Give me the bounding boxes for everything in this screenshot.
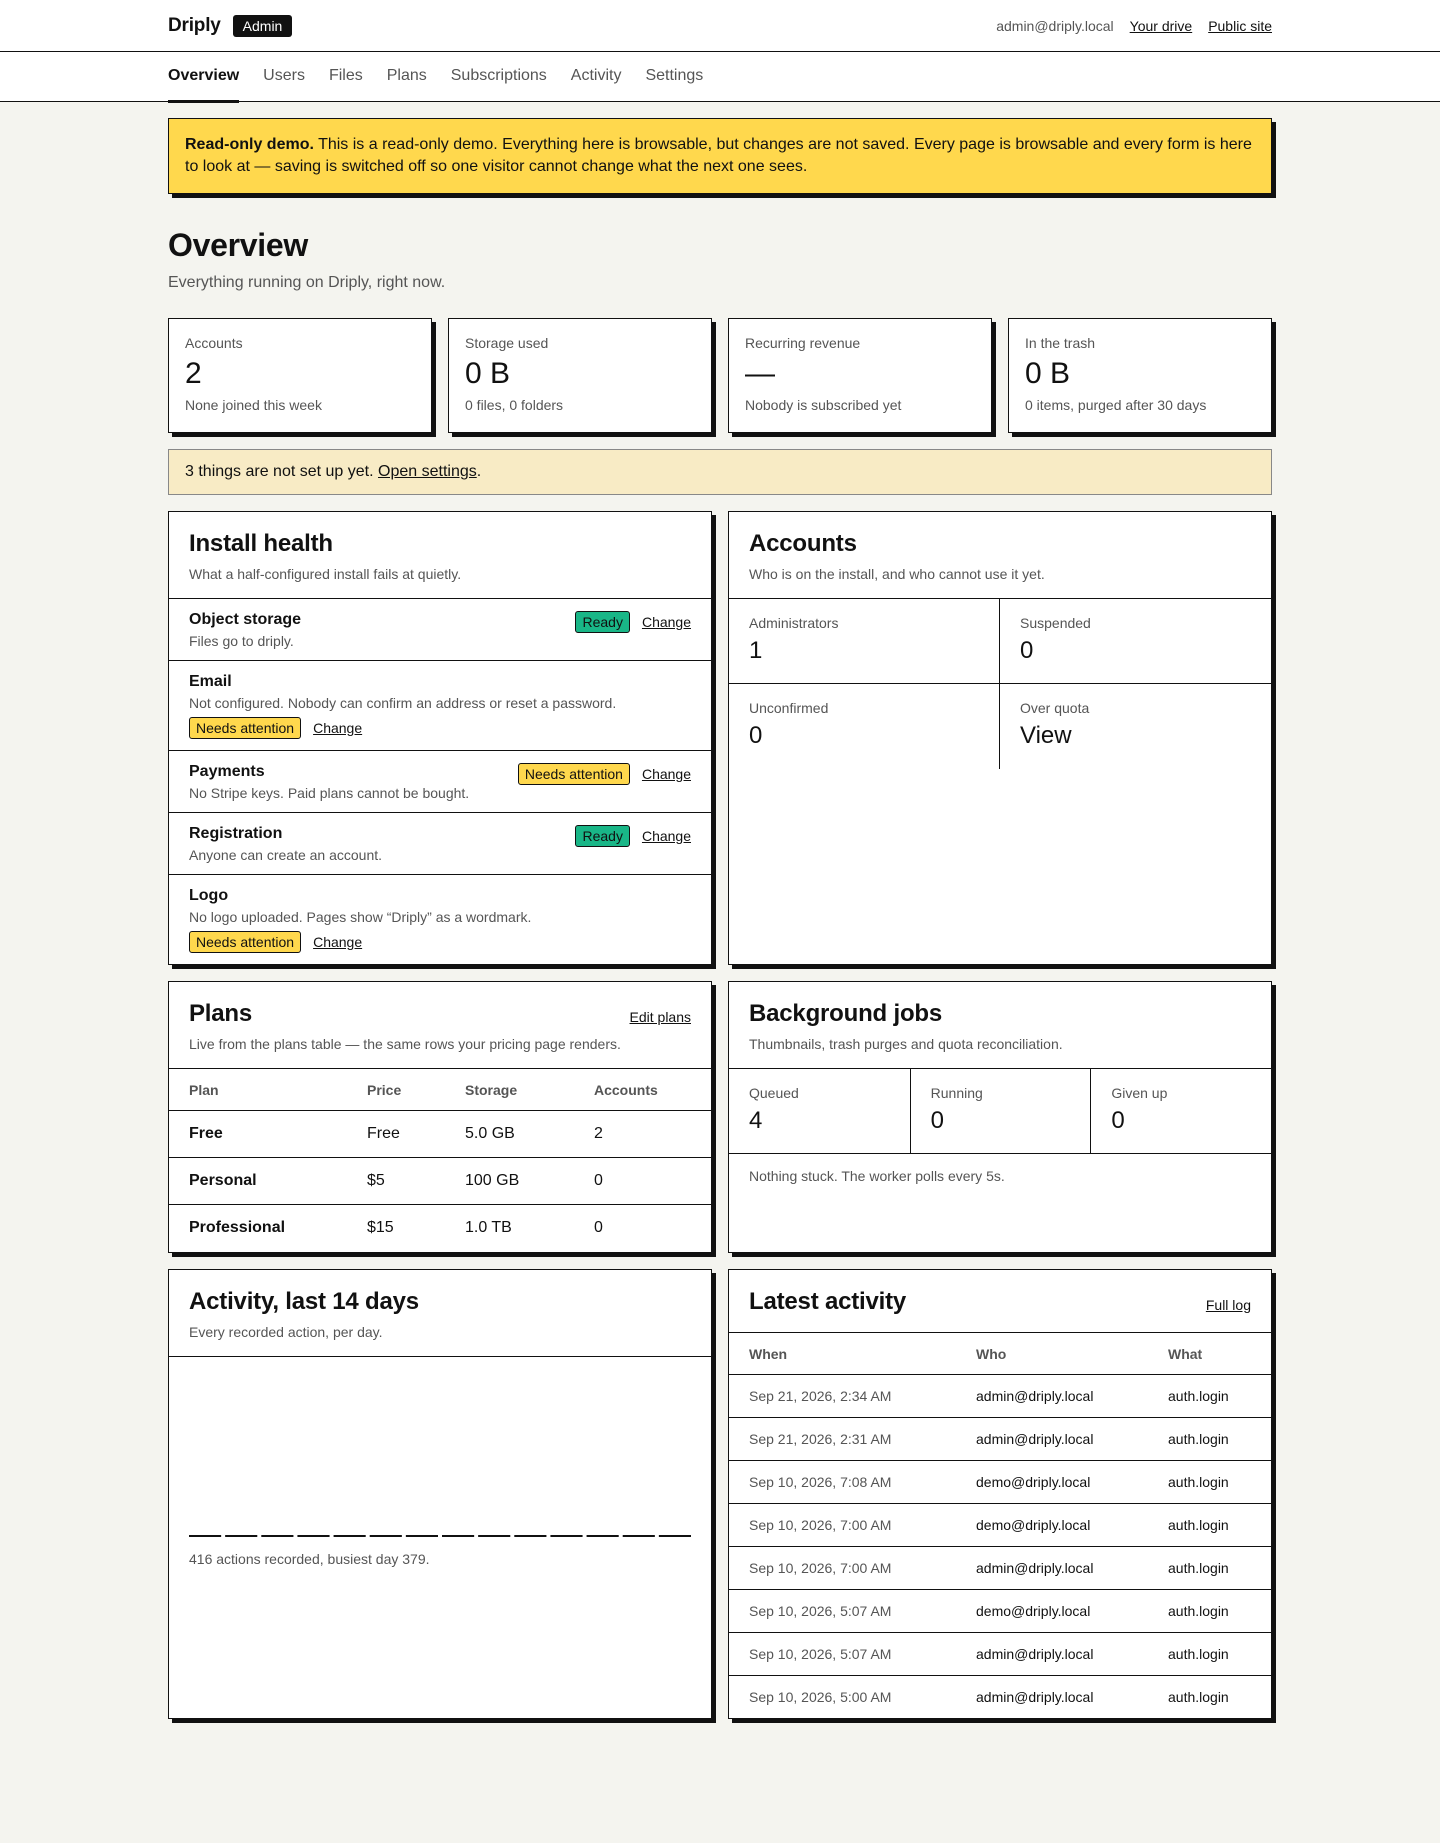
activity-bar bbox=[514, 1535, 546, 1537]
plans-panel bbox=[168, 981, 712, 1253]
activity-what: auth.login bbox=[1148, 1589, 1271, 1632]
job-stat-given-up bbox=[1090, 1069, 1271, 1153]
column-header: Storage bbox=[445, 1069, 574, 1111]
table-row[interactable] bbox=[729, 1417, 1271, 1460]
activity-what: auth.login bbox=[1148, 1632, 1271, 1675]
column-header: When bbox=[729, 1333, 956, 1375]
plan-name: Free bbox=[169, 1111, 347, 1158]
account-stat-over-quota[interactable] bbox=[1000, 684, 1271, 769]
activity-bar bbox=[442, 1535, 474, 1537]
tab-plans[interactable]: Plans bbox=[386, 66, 427, 84]
column-header: Accounts bbox=[574, 1069, 711, 1111]
activity-bar bbox=[189, 1535, 221, 1537]
column-header: What bbox=[1148, 1333, 1271, 1375]
change-link[interactable]: Change bbox=[641, 766, 691, 782]
table-row[interactable] bbox=[729, 1675, 1271, 1718]
activity-bar bbox=[659, 1535, 691, 1537]
status-badge: Ready bbox=[575, 611, 629, 633]
stat-note: Nobody is subscribed yet bbox=[745, 397, 902, 413]
current-user-email: admin@driply.local bbox=[996, 17, 1114, 34]
job-stat-label: Running bbox=[930, 1085, 983, 1101]
panel-title: Install health bbox=[189, 530, 333, 557]
stat-card-trash bbox=[1008, 318, 1272, 433]
health-desc: No logo uploaded. Pages show “Driply” as a wordmark. bbox=[189, 909, 532, 925]
panel-title: Background jobs bbox=[749, 1000, 943, 1027]
health-desc: Files go to driply. bbox=[189, 633, 294, 649]
plan-name: Professional bbox=[189, 1219, 286, 1237]
health-name: Object storage bbox=[189, 611, 302, 628]
activity-bar bbox=[261, 1535, 293, 1537]
table-row[interactable] bbox=[729, 1546, 1271, 1589]
account-stat-suspended[interactable] bbox=[1000, 599, 1271, 684]
plan-name: Personal bbox=[169, 1158, 347, 1205]
account-stat-value: 0 bbox=[1020, 637, 1034, 664]
plan-accounts: 0 bbox=[594, 1219, 603, 1237]
panel-subtitle: Thumbnails, trash purges and quota reconciliation. bbox=[749, 1036, 1063, 1052]
panel-subtitle: Every recorded action, per day. bbox=[189, 1323, 383, 1340]
plan-accounts: 2 bbox=[574, 1111, 711, 1158]
tab-subscriptions[interactable]: Subscriptions bbox=[450, 66, 547, 84]
activity-when: Sep 21, 2026, 2:31 AM bbox=[729, 1417, 956, 1460]
health-row-object-storage bbox=[169, 599, 711, 661]
activity-bar bbox=[478, 1535, 510, 1537]
plan-price: $15 bbox=[367, 1219, 394, 1237]
tab-activity[interactable]: Activity bbox=[570, 66, 622, 84]
health-row-payments bbox=[169, 751, 711, 813]
activity-bar bbox=[550, 1535, 582, 1537]
tab-files[interactable]: Files bbox=[328, 66, 363, 84]
activity-what: auth.login bbox=[1148, 1417, 1271, 1460]
account-stat-value: 1 bbox=[749, 637, 763, 664]
install-health-panel bbox=[168, 511, 712, 965]
health-name: Email bbox=[189, 673, 232, 690]
activity-bar bbox=[334, 1535, 366, 1537]
tab-users[interactable]: Users bbox=[263, 66, 305, 84]
activity-who: demo@driply.local bbox=[956, 1460, 1148, 1503]
latest-activity-panel bbox=[728, 1269, 1272, 1720]
page-title: Overview bbox=[168, 227, 308, 263]
health-desc: No Stripe keys. Paid plans cannot be bought. bbox=[189, 785, 470, 801]
column-header: Price bbox=[347, 1069, 445, 1111]
brand bbox=[168, 15, 292, 37]
stat-label: In the trash bbox=[1025, 335, 1096, 351]
chart-note: 416 actions recorded, busiest day 379. bbox=[189, 1550, 430, 1567]
setup-notice-end: . bbox=[476, 463, 482, 480]
banner-text: This is a read-only demo. Everything here is browsable, but changes are not saved. Every page is browsable and every form is here to look at — saving is switched off so one visitor cannot change what the next one sees. bbox=[185, 136, 1252, 175]
account-stat-administrators[interactable] bbox=[729, 599, 1000, 684]
table-row[interactable] bbox=[729, 1374, 1271, 1417]
read-only-banner bbox=[168, 118, 1272, 194]
page-subtitle: Everything running on Driply, right now. bbox=[168, 274, 446, 291]
stat-card-storage bbox=[448, 318, 712, 433]
health-row-logo bbox=[169, 875, 711, 964]
change-link[interactable]: Change bbox=[641, 614, 691, 630]
panel-subtitle: Live from the plans table — the same rows your pricing page renders. bbox=[189, 1036, 621, 1052]
stat-value: 0 B bbox=[465, 357, 511, 390]
activity-who: admin@driply.local bbox=[956, 1632, 1148, 1675]
panel-title: Accounts bbox=[749, 530, 857, 557]
health-desc: Not configured. Nobody can confirm an address or reset a password. bbox=[189, 695, 617, 711]
activity-who: demo@driply.local bbox=[956, 1503, 1148, 1546]
stat-label: Recurring revenue bbox=[745, 335, 861, 351]
activity-bar-chart bbox=[189, 1377, 691, 1539]
table-row[interactable] bbox=[169, 1205, 711, 1252]
activity-who: admin@driply.local bbox=[956, 1546, 1148, 1589]
status-badge: Ready bbox=[575, 825, 629, 847]
stat-label: Accounts bbox=[185, 335, 243, 351]
stat-card-accounts bbox=[168, 318, 432, 433]
table-row[interactable] bbox=[169, 1158, 711, 1205]
job-stat-label: Given up bbox=[1111, 1085, 1168, 1101]
column-header: Plan bbox=[169, 1069, 347, 1111]
account-stat-unconfirmed[interactable] bbox=[729, 684, 1000, 769]
status-badge: Needs attention bbox=[189, 717, 301, 739]
table-row[interactable] bbox=[729, 1632, 1271, 1675]
table-row[interactable] bbox=[729, 1503, 1271, 1546]
activity-what: auth.login bbox=[1148, 1546, 1271, 1589]
plan-price: $5 bbox=[347, 1158, 445, 1205]
activity-what: auth.login bbox=[1168, 1688, 1229, 1705]
table-row[interactable] bbox=[729, 1460, 1271, 1503]
health-name: Payments bbox=[189, 763, 265, 780]
panel-title: Latest activity bbox=[749, 1287, 907, 1315]
stat-label: Storage used bbox=[465, 335, 549, 351]
activity-when: Sep 10, 2026, 7:00 AM bbox=[729, 1503, 956, 1546]
stat-note: None joined this week bbox=[185, 397, 322, 413]
tab-overview[interactable]: Overview bbox=[168, 52, 239, 103]
activity-when: Sep 10, 2026, 7:00 AM bbox=[729, 1546, 956, 1589]
stat-cards bbox=[168, 318, 1272, 433]
job-stat-queued bbox=[729, 1069, 910, 1153]
activity-when: Sep 10, 2026, 5:07 AM bbox=[729, 1632, 956, 1675]
account-stat-label: Administrators bbox=[749, 615, 839, 631]
activity-when: Sep 10, 2026, 5:07 AM bbox=[729, 1589, 956, 1632]
public-site-link[interactable]: Public site bbox=[1208, 17, 1272, 34]
account-stat-value: 0 bbox=[749, 722, 763, 749]
brand-name[interactable]: Driply bbox=[168, 14, 221, 36]
activity-who: demo@driply.local bbox=[956, 1589, 1148, 1632]
job-stat-running bbox=[910, 1069, 1091, 1153]
activity-chart-panel bbox=[168, 1269, 712, 1720]
stat-value: — bbox=[745, 357, 775, 390]
job-stat-label: Queued bbox=[749, 1085, 799, 1101]
stat-value: 2 bbox=[185, 357, 202, 390]
open-settings-link[interactable]: Open settings bbox=[378, 463, 477, 480]
plans-table bbox=[169, 1069, 711, 1252]
admin-nav bbox=[0, 52, 1440, 102]
change-link[interactable]: Change bbox=[641, 828, 691, 844]
banner-strong: Read-only demo. bbox=[185, 136, 314, 153]
setup-notice bbox=[168, 449, 1272, 495]
change-link[interactable]: Change bbox=[313, 934, 363, 950]
panel-subtitle: What a half-configured install fails at quietly. bbox=[189, 566, 462, 582]
tab-settings[interactable]: Settings bbox=[645, 66, 704, 84]
plan-storage: 100 GB bbox=[445, 1158, 574, 1205]
panel-title: Activity, last 14 days bbox=[189, 1287, 419, 1315]
edit-plans-link[interactable]: Edit plans bbox=[629, 1009, 691, 1025]
stat-note: 0 files, 0 folders bbox=[465, 397, 564, 413]
change-link[interactable]: Change bbox=[313, 720, 363, 736]
status-badge: Needs attention bbox=[189, 931, 301, 953]
panel-title: Plans bbox=[189, 1000, 253, 1027]
your-drive-link[interactable]: Your drive bbox=[1129, 17, 1193, 34]
activity-when: Sep 10, 2026, 5:00 AM bbox=[749, 1688, 892, 1705]
job-stat-value: 0 bbox=[930, 1107, 945, 1134]
account-stat-label: Over quota bbox=[1020, 700, 1090, 716]
account-stat-label: Suspended bbox=[1020, 615, 1091, 631]
stat-value: 0 B bbox=[1025, 357, 1071, 390]
status-badge: Needs attention bbox=[518, 763, 630, 785]
activity-bar bbox=[587, 1535, 619, 1537]
activity-bar bbox=[297, 1535, 329, 1537]
plan-price: Free bbox=[347, 1111, 445, 1158]
column-header: Who bbox=[956, 1333, 1148, 1375]
job-stat-value: 4 bbox=[749, 1107, 763, 1134]
plan-accounts: 0 bbox=[574, 1158, 711, 1205]
activity-when: Sep 21, 2026, 2:34 AM bbox=[729, 1374, 956, 1417]
full-log-link[interactable]: Full log bbox=[1205, 1296, 1251, 1313]
panel-subtitle: Who is on the install, and who cannot use it yet. bbox=[749, 566, 1045, 582]
jobs-note: Nothing stuck. The worker polls every 5s. bbox=[749, 1168, 1005, 1184]
activity-bar bbox=[623, 1535, 655, 1537]
health-desc: Anyone can create an account. bbox=[189, 847, 383, 863]
activity-who: admin@driply.local bbox=[956, 1417, 1148, 1460]
plan-storage: 5.0 GB bbox=[445, 1111, 574, 1158]
accounts-panel bbox=[728, 511, 1272, 965]
activity-what: auth.login bbox=[1148, 1503, 1271, 1546]
activity-what: auth.login bbox=[1148, 1460, 1271, 1503]
health-name: Registration bbox=[189, 825, 283, 842]
activity-bar bbox=[225, 1535, 257, 1537]
job-stat-value: 0 bbox=[1111, 1107, 1125, 1134]
plan-storage: 1.0 TB bbox=[465, 1219, 512, 1237]
admin-badge: Admin bbox=[233, 15, 293, 37]
top-bar bbox=[0, 0, 1440, 52]
activity-bar bbox=[370, 1535, 402, 1537]
setup-notice-text: 3 things are not set up yet. bbox=[185, 463, 379, 480]
table-row[interactable] bbox=[729, 1589, 1271, 1632]
background-jobs-panel bbox=[728, 981, 1272, 1253]
activity-what: auth.login bbox=[1148, 1374, 1271, 1417]
activity-bar bbox=[406, 1535, 438, 1537]
stat-card-revenue bbox=[728, 318, 992, 433]
over-quota-view-link[interactable]: View bbox=[1020, 722, 1072, 749]
health-row-registration bbox=[169, 813, 711, 875]
account-stat-label: Unconfirmed bbox=[749, 700, 829, 716]
stat-note: 0 items, purged after 30 days bbox=[1025, 397, 1207, 413]
activity-when: Sep 10, 2026, 7:08 AM bbox=[729, 1460, 956, 1503]
activity-who: admin@driply.local bbox=[956, 1374, 1148, 1417]
activity-table bbox=[729, 1333, 1271, 1719]
health-name: Logo bbox=[189, 887, 229, 904]
health-row-email bbox=[169, 661, 711, 751]
table-row[interactable] bbox=[169, 1111, 711, 1158]
activity-who: admin@driply.local bbox=[976, 1688, 1094, 1705]
